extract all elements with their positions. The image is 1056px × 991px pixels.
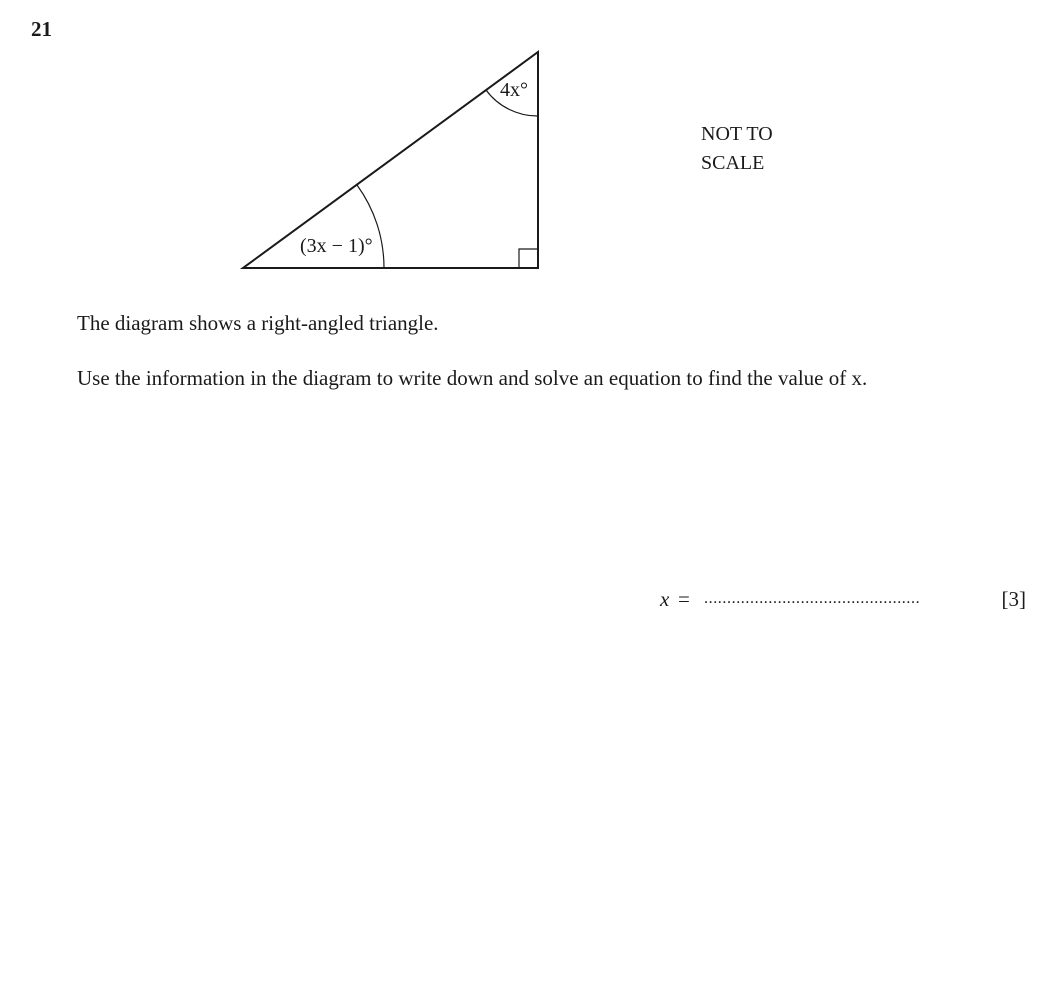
question-number: 21 (31, 17, 52, 41)
not-to-scale-line-1: NOT TO (701, 123, 773, 145)
bottom-angle-label: (3x − 1)° (300, 235, 373, 257)
marks-label: [3] (1001, 587, 1026, 611)
question-intro: The diagram shows a right-angled triangle. (77, 311, 439, 335)
answer-blank[interactable]: ............................................... (704, 590, 921, 607)
right-angle-marker (519, 249, 538, 268)
top-angle-label: 4x° (500, 79, 528, 101)
triangle-outline (243, 52, 538, 268)
answer-equals: = (678, 587, 690, 611)
question-instruction: Use the information in the diagram to write down and solve an equation to find the value of x. (77, 366, 868, 390)
right-triangle-diagram (0, 0, 1056, 300)
not-to-scale-note (701, 120, 773, 178)
answer-line (660, 586, 1026, 612)
not-to-scale-line-2: SCALE (701, 152, 765, 174)
answer-variable: x (660, 587, 670, 611)
